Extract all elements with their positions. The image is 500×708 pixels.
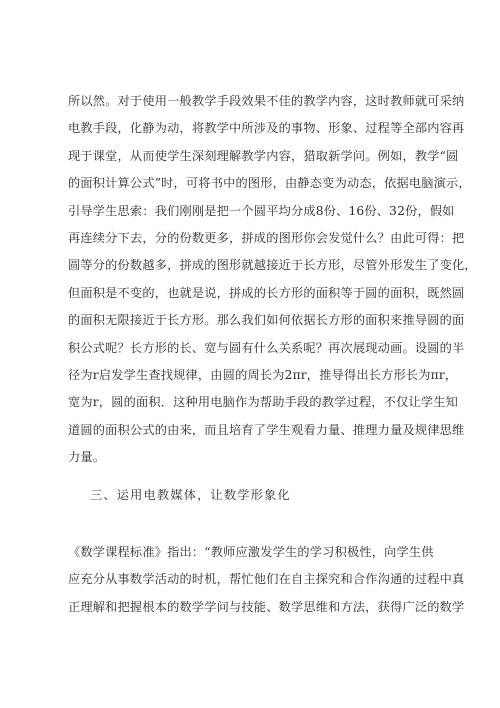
section-heading: 三、运用电教媒体，让数学形象化 [90,488,291,502]
text-line: 的面积计算公式”时，可将书中的图形，由静态变为动态，依据电脑演示， [68,176,471,191]
body-paragraph-1 [68,88,477,471]
text-line: 径为r启发学生查找规律，由圆的周长为2πr，推导得出长方形长为πr， [68,367,458,382]
text-line: 道圆的面积公式的由来，而且培育了学生观看力量、推理力量及规律思维 [68,422,465,437]
body-paragraph-2 [68,539,465,621]
text-line: 再连续分下去，分的份数更多，拼成的图形你会发觉什么？由此可得：把 [68,230,465,245]
text-line: 引导学生思索：我们刚刚是把一个圆平均分成8份、16份、32份，假如 [68,203,455,218]
text-line: 现于课堂，从而使学生深刻理解教学内容，猎取新学问。例如，教学“圆 [68,148,459,163]
text-line: 力量。 [68,450,106,465]
text-line: 积公式呢？长方形的长、宽与圆有什么关系呢？再次展现动画。设圆的半 [68,340,465,355]
text-line: 应充分从事数学活动的时机，帮忙他们在自主探究和合作沟通的过程中真 [68,572,465,587]
text-line: 的面积无限接近于长方形。那么我们如何依据长方形的面积来推导圆的面 [68,313,465,328]
text-line: 圆等分的份数越多，拼成的图形就越接近于长方形，尽管外形发生了变化， [68,258,477,273]
text-line: 所以然。对于使用一般教学手段效果不佳的教学内容，这时教师就可采纳 [68,94,465,108]
text-line: 《数学课程标准》指出：“教师应激发学生的学习积极性，向学生供 [68,545,434,559]
text-line: 电教手段，化静为动，将教学中所涉及的事物、形象、过程等全部内容再 [68,121,465,136]
text-line: 但面积是不变的，也就是说，拼成的长方形的面积等于圆的面积，既然圆 [68,285,465,300]
text-line: 正理解和把握根本的数学学问与技能、数学思维和方法，获得广泛的数学 [68,599,465,614]
text-line: 宽为r，圆的面积．这种用电脑作为帮助手段的教学过程，不仅让学生知 [68,395,459,410]
